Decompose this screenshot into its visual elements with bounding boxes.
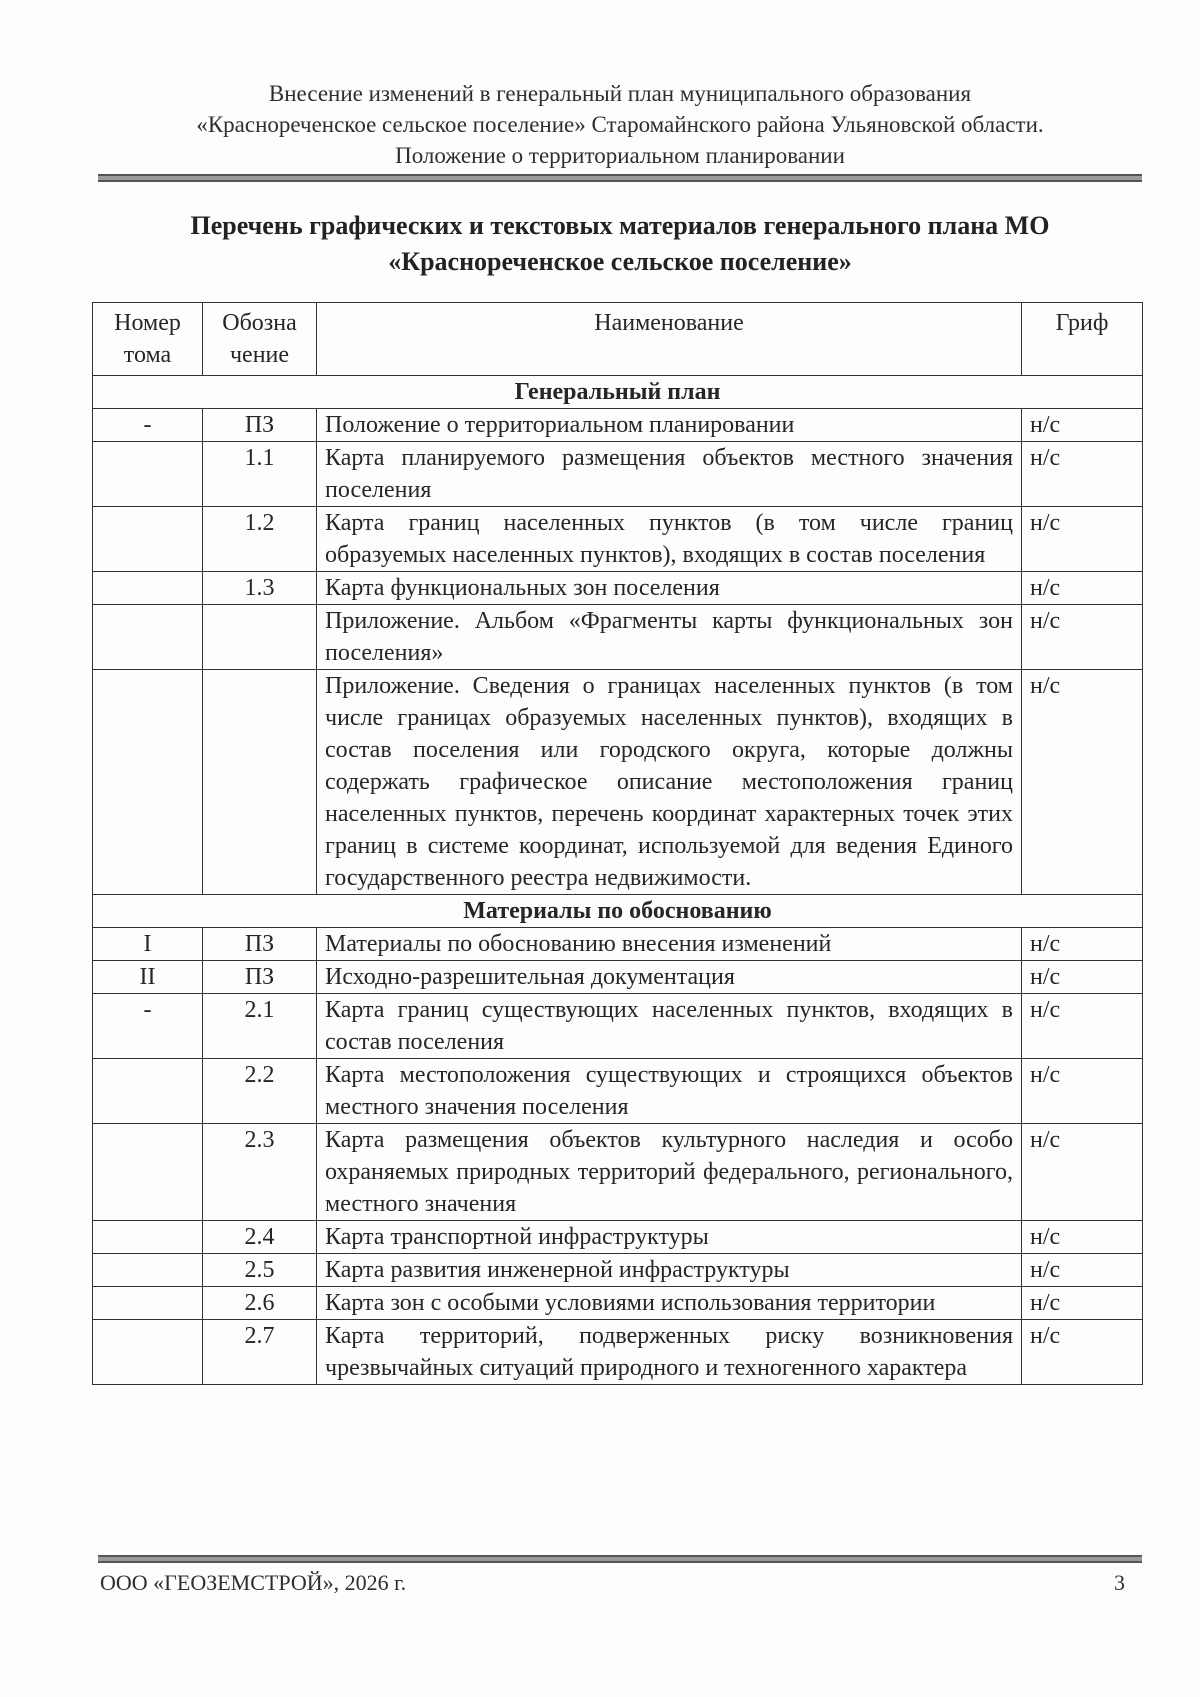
- cell-classification: н/с: [1022, 994, 1143, 1059]
- cell-name: Исходно-разрешительная документация: [317, 961, 1022, 994]
- cell-volume: [93, 1221, 203, 1254]
- table-row: [93, 961, 1143, 994]
- cell-designation: ПЗ: [203, 409, 317, 442]
- cell-designation: 2.2: [203, 1059, 317, 1124]
- title-line-1: Перечень графических и текстовых материалов генерального плана МО: [190, 211, 1050, 240]
- cell-classification: н/с: [1022, 605, 1143, 670]
- column-header-designation: Обозна чение: [203, 303, 317, 376]
- cell-volume: [93, 442, 203, 507]
- cell-name: Карта развития инженерной инфраструктуры: [317, 1254, 1022, 1287]
- cell-classification: н/с: [1022, 1320, 1143, 1385]
- cell-name: Карта планируемого размещения объектов местного значения поселения: [317, 442, 1022, 507]
- table-row: [93, 670, 1143, 895]
- cell-designation: 2.6: [203, 1287, 317, 1320]
- cell-designation: 2.3: [203, 1124, 317, 1221]
- cell-designation: 1.3: [203, 572, 317, 605]
- cell-volume: [93, 572, 203, 605]
- cell-classification: н/с: [1022, 442, 1143, 507]
- table-row: [93, 1124, 1143, 1221]
- document-title: [100, 208, 1140, 280]
- header-line-3: Положение о территориальном планировании: [395, 143, 845, 168]
- cell-volume: [93, 1254, 203, 1287]
- section-row: [93, 895, 1143, 928]
- cell-volume: -: [93, 994, 203, 1059]
- page-number: 3: [1114, 1570, 1125, 1595]
- cell-name: Карта размещения объектов культурного наследия и особо охраняемых природных территорий федерального, регионального, местного значения: [317, 1124, 1022, 1221]
- cell-classification: н/с: [1022, 1287, 1143, 1320]
- column-header-name: Наименование: [317, 303, 1022, 376]
- cell-classification: н/с: [1022, 572, 1143, 605]
- cell-classification: н/с: [1022, 1124, 1143, 1221]
- cell-name: Карта территорий, подверженных риску возникновения чрезвычайных ситуаций природного и техногенного характера: [317, 1320, 1022, 1385]
- table-row: [93, 1254, 1143, 1287]
- section-title: Материалы по обоснованию: [93, 895, 1143, 928]
- cell-volume: [93, 605, 203, 670]
- table-row: [93, 994, 1143, 1059]
- table-row: [93, 1221, 1143, 1254]
- section-row: [93, 376, 1143, 409]
- cell-designation: [203, 670, 317, 895]
- cell-designation: 1.1: [203, 442, 317, 507]
- cell-name: Материалы по обоснованию внесения изменений: [317, 928, 1022, 961]
- cell-volume: [93, 1059, 203, 1124]
- cell-name: Карта местоположения существующих и строящихся объектов местного значения поселения: [317, 1059, 1022, 1124]
- cell-name: Карта функциональных зон поселения: [317, 572, 1022, 605]
- cell-volume: II: [93, 961, 203, 994]
- header-line-1: Внесение изменений в генеральный план муниципального образования: [268, 81, 972, 106]
- cell-designation: 2.5: [203, 1254, 317, 1287]
- cell-classification: н/с: [1022, 928, 1143, 961]
- table-row: [93, 409, 1143, 442]
- cell-classification: н/с: [1022, 1254, 1143, 1287]
- footer-rule: [98, 1555, 1142, 1563]
- header-rule: [98, 174, 1142, 182]
- header-line-2: «Краснореченское сельское поселение» Старомайнского района Ульяновской области.: [196, 112, 1044, 137]
- table-row: [93, 605, 1143, 670]
- cell-name: Карта транспортной инфраструктуры: [317, 1221, 1022, 1254]
- cell-volume: [93, 1124, 203, 1221]
- cell-designation: 2.1: [203, 994, 317, 1059]
- cell-classification: н/с: [1022, 1059, 1143, 1124]
- cell-designation: 2.4: [203, 1221, 317, 1254]
- table-row: [93, 442, 1143, 507]
- table-row: [93, 928, 1143, 961]
- cell-classification: н/с: [1022, 961, 1143, 994]
- table-header-row: [93, 303, 1143, 376]
- cell-name: Карта границ населенных пунктов (в том числе границ образуемых населенных пунктов), входящих в состав поселения: [317, 507, 1022, 572]
- footer-company: ООО «ГЕОЗЕМСТРОЙ», 2026 г.: [100, 1570, 407, 1595]
- cell-name: Приложение. Сведения о границах населенных пунктов (в том числе границах образуемых населенных пунктов), входящих в состав поселения или городского округа, которые должны содержать графическое описание местоположения границ населенных пунктов, перечень координат характерных точек этих границ в системе координат, используемой для ведения Единого государственного реестра недвижимости.: [317, 670, 1022, 895]
- table-row: [93, 572, 1143, 605]
- table-row: [93, 1059, 1143, 1124]
- cell-volume: [93, 507, 203, 572]
- cell-classification: н/с: [1022, 507, 1143, 572]
- column-header-classification: Гриф: [1022, 303, 1143, 376]
- table-row: [93, 507, 1143, 572]
- cell-designation: 1.2: [203, 507, 317, 572]
- cell-name: Приложение. Альбом «Фрагменты карты функциональных зон поселения»: [317, 605, 1022, 670]
- cell-designation: ПЗ: [203, 961, 317, 994]
- materials-table: [92, 302, 1143, 1385]
- cell-designation: 2.7: [203, 1320, 317, 1385]
- table-row: [93, 1320, 1143, 1385]
- cell-volume: -: [93, 409, 203, 442]
- cell-name: Положение о территориальном планировании: [317, 409, 1022, 442]
- cell-name: Карта зон с особыми условиями использования территории: [317, 1287, 1022, 1320]
- cell-classification: н/с: [1022, 1221, 1143, 1254]
- table-row: [93, 1287, 1143, 1320]
- running-header: [90, 78, 1150, 171]
- cell-volume: [93, 670, 203, 895]
- title-line-2: «Краснореченское сельское поселение»: [388, 247, 852, 276]
- cell-volume: [93, 1287, 203, 1320]
- cell-volume: [93, 1320, 203, 1385]
- cell-volume: I: [93, 928, 203, 961]
- cell-classification: н/с: [1022, 670, 1143, 895]
- section-title: Генеральный план: [93, 376, 1143, 409]
- cell-name: Карта границ существующих населенных пунктов, входящих в состав поселения: [317, 994, 1022, 1059]
- column-header-volume: Номер тома: [93, 303, 203, 376]
- cell-designation: ПЗ: [203, 928, 317, 961]
- materials-table-body: [93, 303, 1143, 1385]
- cell-designation: [203, 605, 317, 670]
- cell-classification: н/с: [1022, 409, 1143, 442]
